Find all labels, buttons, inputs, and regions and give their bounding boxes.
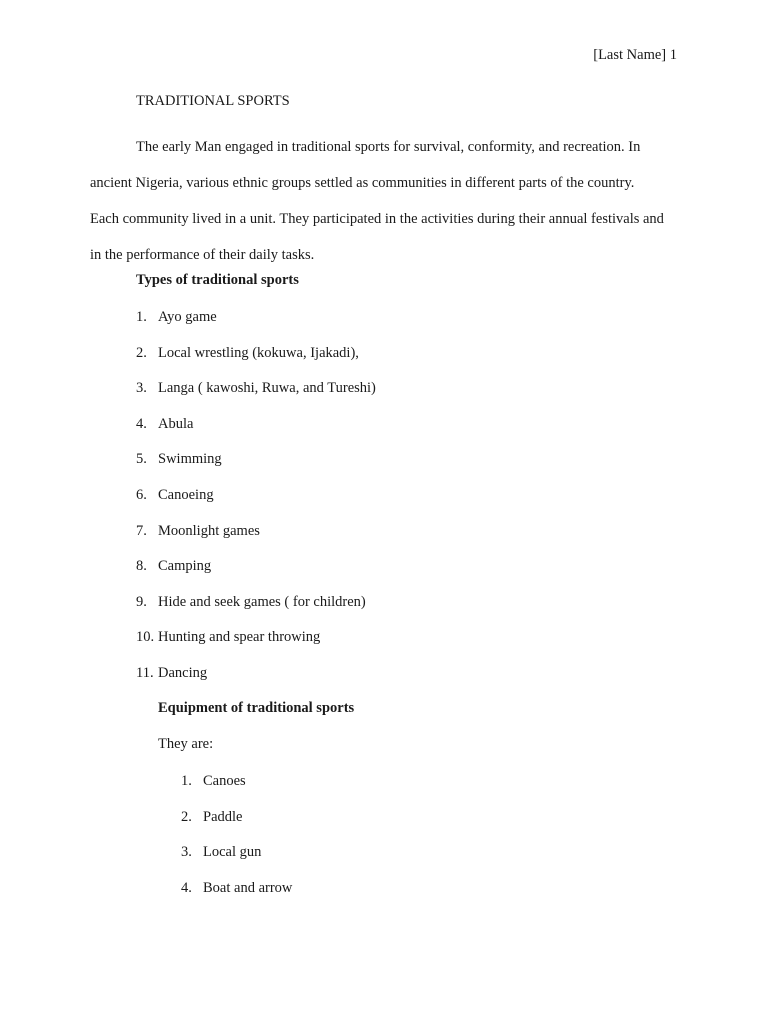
- list-item-text: Canoes: [203, 773, 246, 789]
- list-item-text: Swimming: [158, 451, 222, 468]
- list-item: [136, 521, 376, 557]
- list-item-number: 10.: [136, 629, 155, 646]
- list-item-number: 7.: [136, 522, 147, 539]
- list-item-text: Langa ( kawoshi, Ruwa, and Tureshi): [158, 380, 376, 397]
- list-item: [136, 307, 376, 343]
- list-item-text: Local gun: [203, 844, 262, 861]
- list-item-number: 2.: [136, 344, 147, 361]
- list-item-text: Dancing: [158, 664, 208, 681]
- list-item-text: Hide and seek games ( for children): [158, 593, 366, 610]
- list-item-number: 1.: [136, 309, 147, 325]
- list-item-text: Ayo game: [158, 309, 217, 325]
- list-item: [181, 807, 292, 843]
- list-item: [136, 449, 376, 485]
- list-item-text: Camping: [158, 558, 212, 575]
- list-item-text: Abula: [158, 415, 194, 432]
- equipment-intro: They are:: [158, 736, 214, 752]
- list-item-number: 9.: [136, 593, 147, 610]
- list-item: [136, 343, 376, 379]
- list-item: [136, 378, 376, 414]
- list-item-number: 4.: [136, 415, 147, 432]
- list-item-number: 3.: [181, 844, 192, 861]
- list-item: [136, 592, 376, 628]
- list-item: [181, 842, 292, 878]
- intro-paragraph: The early Man engaged in traditional sports for survival, conformity, and recreation. In ancient Nigeria, various ethnic groups settled as communities in different parts of the country. Each community lived in a unit. They participated in the activities during their annual festivals and in the performance of their daily tasks.: [90, 139, 664, 263]
- list-item-number: 2.: [181, 808, 192, 825]
- list-item: [181, 878, 292, 914]
- list-item: [136, 627, 376, 663]
- running-head: [Last Name] 1: [593, 47, 677, 63]
- list-item: [136, 663, 376, 699]
- document-title: TRADITIONAL SPORTS: [136, 93, 290, 109]
- list-item-number: 4.: [181, 879, 192, 896]
- list-item-text: Canoeing: [158, 486, 214, 503]
- list-item-text: Boat and arrow: [203, 879, 293, 896]
- list-item-text: Moonlight games: [158, 522, 260, 539]
- list-item-number: 8.: [136, 558, 147, 575]
- types-heading: Types of traditional sports: [136, 272, 299, 288]
- list-item-number: 1.: [181, 773, 192, 789]
- list-item-number: 3.: [136, 380, 147, 397]
- list-item: [136, 414, 376, 450]
- list-item: [136, 485, 376, 521]
- list-item-text: Local wrestling (kokuwa, Ijakadi),: [158, 344, 359, 361]
- list-item: [181, 771, 292, 807]
- equipment-list: [181, 771, 292, 913]
- list-item-text: Paddle: [203, 808, 243, 825]
- list-item-number: 6.: [136, 486, 147, 503]
- list-item-text: Hunting and spear throwing: [158, 629, 321, 646]
- types-list: [136, 307, 376, 699]
- list-item: [136, 556, 376, 592]
- list-item-number: 5.: [136, 451, 147, 468]
- equipment-heading: Equipment of traditional sports: [158, 700, 355, 716]
- list-item-number: 11.: [136, 664, 154, 681]
